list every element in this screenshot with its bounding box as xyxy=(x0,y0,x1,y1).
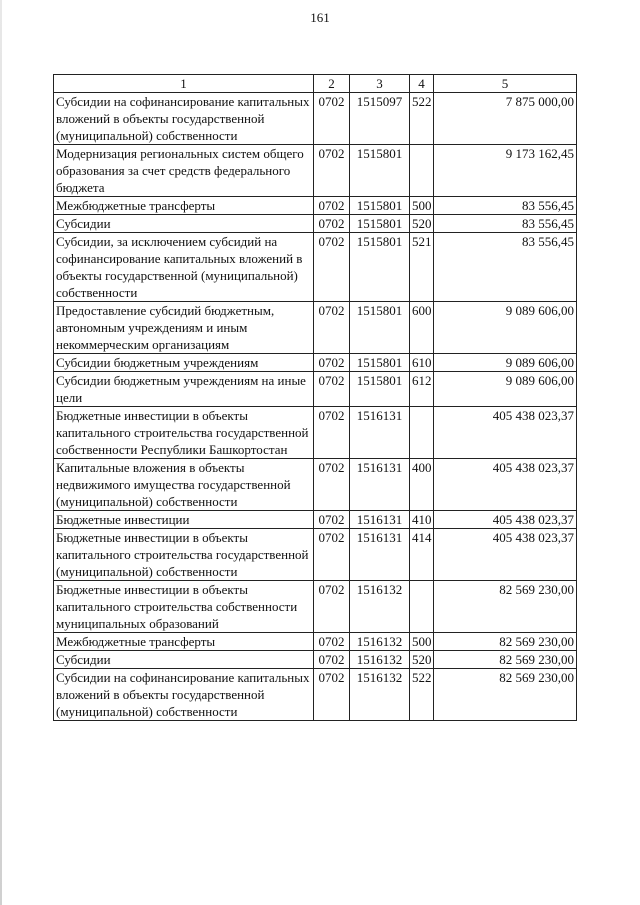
row-type-cell: 610 xyxy=(410,354,434,372)
row-section-cell: 0702 xyxy=(314,197,350,215)
row-section-cell: 0702 xyxy=(314,529,350,581)
row-type-cell xyxy=(410,581,434,633)
budget-table xyxy=(53,74,577,721)
row-section-cell: 0702 xyxy=(314,233,350,302)
row-amount-cell: 405 438 023,37 xyxy=(434,407,577,459)
table-row xyxy=(54,302,577,354)
row-section-cell: 0702 xyxy=(314,651,350,669)
row-section-cell: 0702 xyxy=(314,145,350,197)
row-amount-cell: 405 438 023,37 xyxy=(434,511,577,529)
row-amount-cell: 405 438 023,37 xyxy=(434,459,577,511)
row-amount-cell: 82 569 230,00 xyxy=(434,581,577,633)
row-article-cell: 1515801 xyxy=(350,197,410,215)
table-row xyxy=(54,372,577,407)
row-name-cell: Субсидии на софинансирование капитальных вложений в объекты государственной (муниципальной) собственности xyxy=(54,93,314,145)
table-row xyxy=(54,511,577,529)
row-type-cell: 410 xyxy=(410,511,434,529)
row-amount-cell: 82 569 230,00 xyxy=(434,651,577,669)
row-article-cell: 1515801 xyxy=(350,145,410,197)
row-name-cell: Субсидии на софинансирование капитальных вложений в объекты государственной (муниципальной) собственности xyxy=(54,669,314,721)
row-name-cell: Межбюджетные трансферты xyxy=(54,197,314,215)
table-row xyxy=(54,215,577,233)
row-article-cell: 1515801 xyxy=(350,372,410,407)
table-row xyxy=(54,93,577,145)
row-type-cell: 414 xyxy=(410,529,434,581)
row-article-cell: 1516132 xyxy=(350,669,410,721)
scan-edge xyxy=(0,0,2,905)
table-row xyxy=(54,145,577,197)
row-type-cell xyxy=(410,145,434,197)
row-name-cell: Бюджетные инвестиции xyxy=(54,511,314,529)
row-article-cell: 1516132 xyxy=(350,581,410,633)
row-amount-cell: 83 556,45 xyxy=(434,215,577,233)
row-type-cell: 612 xyxy=(410,372,434,407)
row-article-cell: 1516131 xyxy=(350,529,410,581)
row-amount-cell: 405 438 023,37 xyxy=(434,529,577,581)
row-name-cell: Модернизация региональных систем общего образования за счет средств федерального бюджета xyxy=(54,145,314,197)
row-name-cell: Субсидии, за исключением субсидий на софинансирование капитальных вложений в объекты государственной (муниципальной) собственности xyxy=(54,233,314,302)
row-name-cell: Субсидии бюджетным учреждениям на иные цели xyxy=(54,372,314,407)
header-col-1: 1 xyxy=(54,75,314,93)
row-amount-cell: 9 089 606,00 xyxy=(434,302,577,354)
row-amount-cell: 9 089 606,00 xyxy=(434,372,577,407)
row-section-cell: 0702 xyxy=(314,407,350,459)
table-row xyxy=(54,197,577,215)
table-row xyxy=(54,581,577,633)
table-body xyxy=(54,93,577,721)
table-row xyxy=(54,407,577,459)
page-number: 161 xyxy=(310,10,330,25)
row-type-cell: 522 xyxy=(410,669,434,721)
row-article-cell: 1516131 xyxy=(350,407,410,459)
row-type-cell xyxy=(410,407,434,459)
row-name-cell: Субсидии бюджетным учреждениям xyxy=(54,354,314,372)
row-type-cell: 600 xyxy=(410,302,434,354)
row-article-cell: 1515801 xyxy=(350,354,410,372)
row-article-cell: 1516131 xyxy=(350,459,410,511)
row-article-cell: 1515801 xyxy=(350,215,410,233)
row-article-cell: 1516132 xyxy=(350,633,410,651)
row-article-cell: 1515801 xyxy=(350,302,410,354)
row-article-cell: 1515801 xyxy=(350,233,410,302)
row-section-cell: 0702 xyxy=(314,633,350,651)
row-amount-cell: 9 089 606,00 xyxy=(434,354,577,372)
header-col-4: 4 xyxy=(410,75,434,93)
header-col-2: 2 xyxy=(314,75,350,93)
table-row xyxy=(54,459,577,511)
header-col-3: 3 xyxy=(350,75,410,93)
row-amount-cell: 83 556,45 xyxy=(434,197,577,215)
row-article-cell: 1516131 xyxy=(350,511,410,529)
table-header xyxy=(54,75,577,93)
row-name-cell: Предоставление субсидий бюджетным, автономным учреждениям и иным некоммерческим организациям xyxy=(54,302,314,354)
row-type-cell: 520 xyxy=(410,215,434,233)
row-name-cell: Субсидии xyxy=(54,651,314,669)
row-amount-cell: 9 173 162,45 xyxy=(434,145,577,197)
row-article-cell: 1516132 xyxy=(350,651,410,669)
table-row xyxy=(54,529,577,581)
row-amount-cell: 83 556,45 xyxy=(434,233,577,302)
row-section-cell: 0702 xyxy=(314,511,350,529)
table-row xyxy=(54,669,577,721)
row-section-cell: 0702 xyxy=(314,581,350,633)
table-row xyxy=(54,651,577,669)
table-row xyxy=(54,233,577,302)
row-name-cell: Межбюджетные трансферты xyxy=(54,633,314,651)
header-col-5: 5 xyxy=(434,75,577,93)
row-section-cell: 0702 xyxy=(314,93,350,145)
row-type-cell: 522 xyxy=(410,93,434,145)
row-type-cell: 500 xyxy=(410,197,434,215)
row-name-cell: Бюджетные инвестиции в объекты капитального строительства собственности муниципальных образований xyxy=(54,581,314,633)
table-row xyxy=(54,633,577,651)
row-section-cell: 0702 xyxy=(314,372,350,407)
row-type-cell: 500 xyxy=(410,633,434,651)
row-amount-cell: 82 569 230,00 xyxy=(434,633,577,651)
row-section-cell: 0702 xyxy=(314,459,350,511)
row-type-cell: 400 xyxy=(410,459,434,511)
row-amount-cell: 82 569 230,00 xyxy=(434,669,577,721)
row-section-cell: 0702 xyxy=(314,669,350,721)
row-section-cell: 0702 xyxy=(314,302,350,354)
row-article-cell: 1515097 xyxy=(350,93,410,145)
row-name-cell: Бюджетные инвестиции в объекты капитального строительства государственной собственности Республики Башкортостан xyxy=(54,407,314,459)
row-section-cell: 0702 xyxy=(314,215,350,233)
row-name-cell: Бюджетные инвестиции в объекты капитального строительства государственной (муниципальной) собственности xyxy=(54,529,314,581)
row-name-cell: Субсидии xyxy=(54,215,314,233)
row-type-cell: 520 xyxy=(410,651,434,669)
row-name-cell: Капитальные вложения в объекты недвижимого имущества государственной (муниципальной) собственности xyxy=(54,459,314,511)
row-section-cell: 0702 xyxy=(314,354,350,372)
row-amount-cell: 7 875 000,00 xyxy=(434,93,577,145)
table-row xyxy=(54,354,577,372)
row-type-cell: 521 xyxy=(410,233,434,302)
